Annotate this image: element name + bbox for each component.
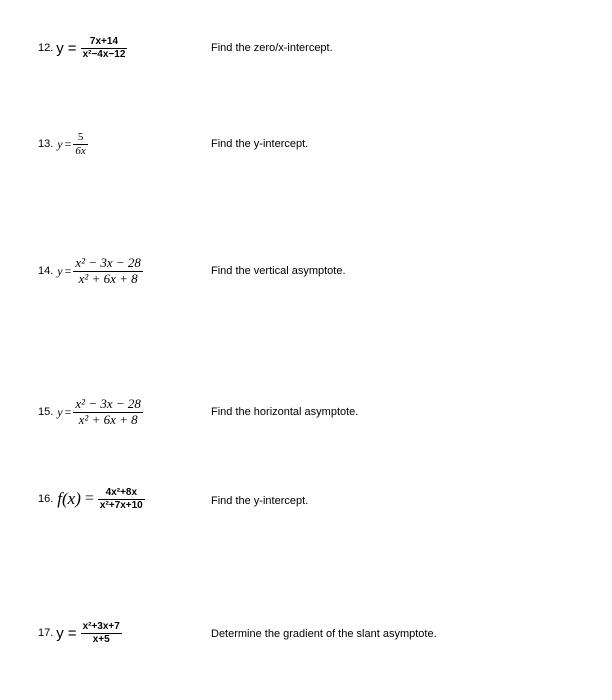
equation-lhs: y [56,39,64,57]
problem-number: 17. [38,627,54,639]
denominator: x² + 6x + 8 [78,270,138,286]
equals-sign: = [67,39,77,57]
fraction [73,131,87,157]
equals-sign: = [64,263,72,278]
fraction [81,621,122,645]
equation-14 [38,253,143,289]
task-text: Find the zero/x-intercept. [211,42,333,54]
equation-12 [38,31,127,65]
equals-sign: = [67,624,77,642]
equation-13 [38,128,88,160]
equation-17 [38,616,122,650]
fraction [73,256,142,287]
equals-sign: = [84,490,94,507]
fraction [73,397,142,428]
problem-number: 12. [38,42,54,54]
equation-lhs: f(x) [57,489,81,508]
denominator: x² + 6x + 8 [78,411,138,427]
numerator: x² − 3x − 28 [75,395,141,411]
numerator: 5 [77,130,84,143]
equation-lhs: y [56,624,64,642]
denominator: x²−4x−12 [82,48,126,60]
denominator: x²+7x+10 [99,499,143,511]
equation-lhs: y [57,136,63,151]
numerator: 4x²+8x [105,487,138,498]
numerator: x² − 3x − 28 [75,254,141,270]
equation-16 [38,482,145,516]
equation-lhs: y [57,404,63,419]
equation-lhs: y [57,263,63,278]
problem-number: 16. [38,493,54,505]
numerator: x²+3x+7 [82,621,120,632]
denominator: 6x [75,144,86,157]
equation-15 [38,394,143,430]
task-text: Find the horizontal asymptote. [211,406,359,418]
equals-sign: = [64,404,72,419]
task-text: Find the vertical asymptote. [211,265,346,277]
fraction [81,36,128,60]
problem-number: 14. [38,265,54,277]
task-text: Determine the gradient of the slant asymptote. [211,628,437,640]
equals-sign: = [64,136,72,151]
task-text: Find the y-intercept. [211,495,309,507]
numerator: 7x+14 [89,36,119,47]
problem-number: 15. [38,406,54,418]
fraction [98,487,145,511]
problem-number: 13. [38,138,54,150]
denominator: x+5 [92,633,110,645]
task-text: Find the y-intercept. [211,138,309,150]
